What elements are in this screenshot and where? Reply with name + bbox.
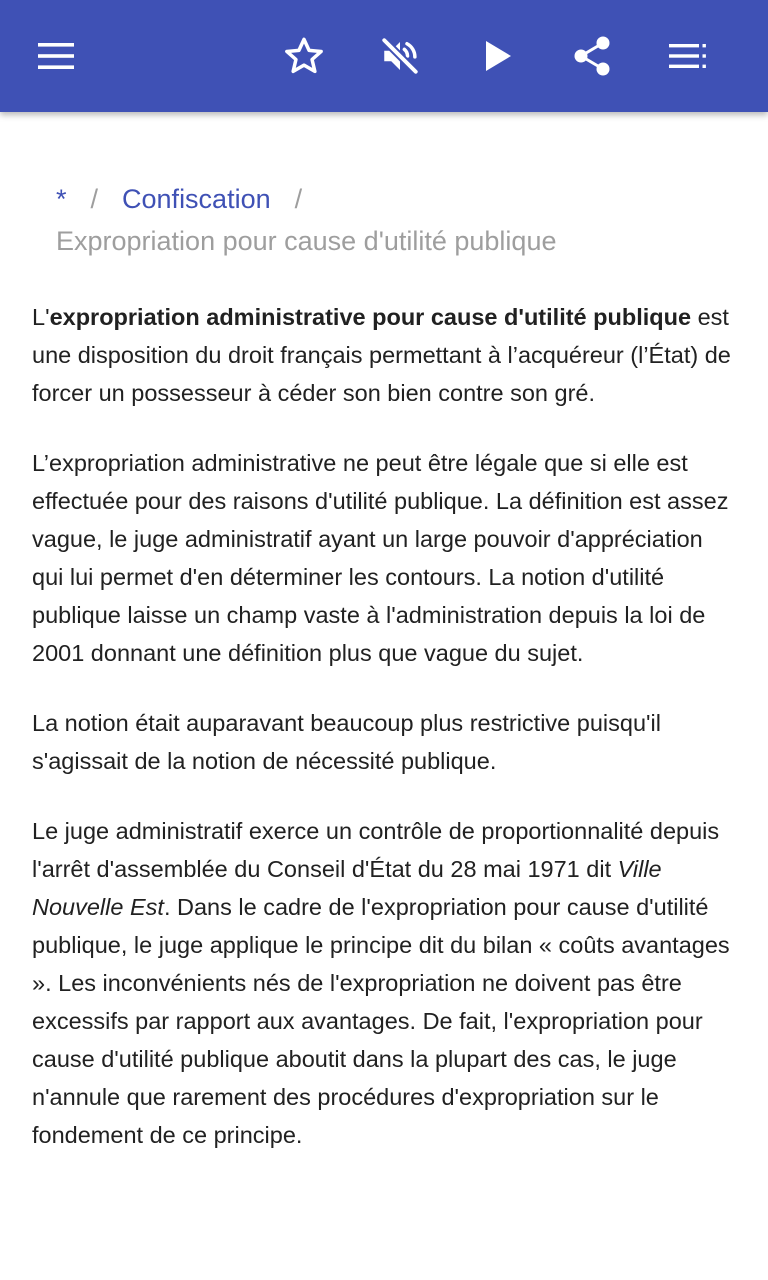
volume-off-icon bbox=[379, 35, 421, 77]
paragraph-text: est une disposition du droit français permettant à l’acquéreur (l’État) de forcer un possesseur à céder son bien contre son gré. bbox=[32, 304, 731, 406]
article-paragraph-3: La notion était auparavant beaucoup plus restrictive puisqu'il s'agissait de la notion de nécessité publique. bbox=[32, 710, 661, 774]
breadcrumb-parent-link[interactable]: Confiscation bbox=[122, 184, 271, 214]
share-icon bbox=[573, 36, 611, 76]
menu-button[interactable] bbox=[28, 28, 84, 84]
star-outline-icon bbox=[283, 35, 325, 77]
article-paragraph-1 bbox=[32, 298, 738, 412]
bookmark-button[interactable] bbox=[276, 28, 332, 84]
breadcrumb-root-link[interactable]: * bbox=[56, 184, 67, 214]
breadcrumb bbox=[56, 178, 736, 262]
playlist-button[interactable] bbox=[660, 28, 716, 84]
menu-icon bbox=[38, 43, 74, 69]
article-content bbox=[0, 112, 768, 1280]
article-paragraph-4 bbox=[32, 812, 738, 1154]
bold-term: expropriation administrative pour cause d'utilité publique bbox=[49, 304, 692, 330]
play-button[interactable] bbox=[470, 28, 526, 84]
mute-button[interactable] bbox=[372, 28, 428, 84]
play-icon bbox=[484, 40, 512, 72]
app-toolbar bbox=[0, 0, 768, 112]
breadcrumb-current-page: Expropriation pour cause d'utilité publique bbox=[56, 226, 557, 256]
breadcrumb-separator: / bbox=[294, 184, 303, 214]
share-button[interactable] bbox=[564, 28, 620, 84]
paragraph-text: . Dans le cadre de l'expropriation pour cause d'utilité publique, le juge applique le principe dit du bilan « coûts avantages ». Les inconvénients nés de l'expropriation ne doivent pas être excessifs par rapport aux avantages. De fait, l'expropriation pour cause d'utilité publique aboutit dans la plupart des cas, le juge n'annule que rarement des procédures d'expropriation sur le fondement de ce principe. bbox=[32, 894, 730, 1148]
paragraph-text: Le juge administratif exerce un contrôle de proportionnalité depuis l'arrêt d'assemblée du Conseil d'État du 28 mai 1971 dit bbox=[32, 818, 720, 882]
italic-case-name: Ville Nouvelle Est bbox=[32, 856, 662, 920]
article-body bbox=[32, 298, 738, 1186]
article-paragraph-2: L’expropriation administrative ne peut être légale que si elle est effectuée pour des raisons d'utilité publique. La définition est assez vague, le juge administratif ayant un large pouvoir d'appréciation qui lui permet d'en déterminer les contours. La notion d'utilité publique laisse un champ vaste à l'administration depuis la loi de 2001 donnant une définition plus que vague du sujet. bbox=[32, 450, 729, 666]
playlist-icon bbox=[669, 44, 707, 68]
breadcrumb-separator: / bbox=[90, 184, 99, 214]
paragraph-prefix: L' bbox=[32, 304, 50, 330]
